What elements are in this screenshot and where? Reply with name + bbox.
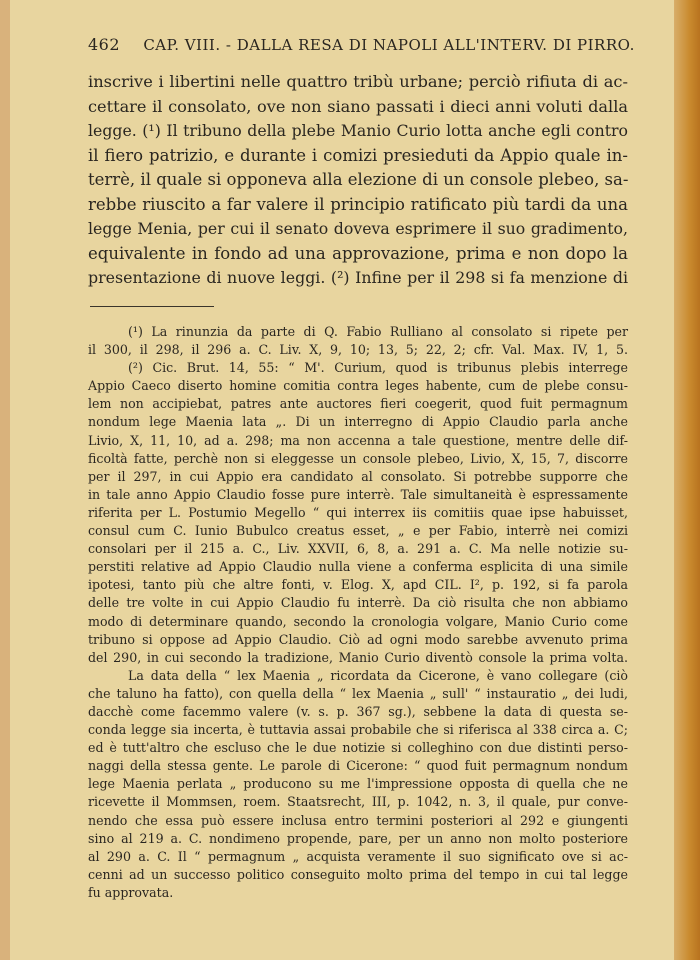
main-text-line: terrè, il quale si opponeva alla elezione di un console plebeo, sa-	[88, 170, 629, 189]
footnote-line: che taluno ha fatto), con quella della “ lex Maenia „ sull' “ instauratio „ dei ludi,	[88, 685, 628, 701]
main-text-line: equivalente in fondo ad una approvazione, prima e non dopo la	[88, 243, 628, 263]
main-text-line: cettare il consolato, ove non siano passati i dieci anni voluti dalla	[88, 96, 628, 116]
footnote-line: perstiti relative ad Appio Claudio nulla viene a conferma esplicita di una simile	[88, 559, 628, 575]
footnote-line: cenni ad un successo politico conseguito molto prima del tempo in cui tal legge	[88, 866, 628, 882]
footnote-line: ipotesi, tanto più che altre fonti, v. Elog. X, apd CIL. I², p. 192, si fa parola	[88, 577, 628, 593]
footnote-line: al 290 a. C. Il “ permagnum „ acquista veramente il suo significato ove si ac-	[88, 848, 628, 864]
footnote-line: (²) Cic. Brut. 14, 55: “ M'. Curium, quod is tribunus plebis interrege	[128, 360, 628, 376]
footnote-line: dacchè come facemmo valere (v. s. p. 367 sg.), sebbene la data di questa se-	[88, 703, 628, 719]
footnote-line: ficoltà fatte, perchè non si eleggesse un console plebeo, Livio, X, 15, 7, discorre	[88, 450, 628, 466]
footnote-line: tribuno si oppose ad Appio Claudio. Ciò ad ogni modo sarebbe avvenuto prima	[88, 631, 628, 647]
footnote-line: riferita per L. Postumio Megello “ qui interrex iis comitiis quae ipse habuisset,	[88, 504, 628, 520]
footnote-line: modo di determinare quando, secondo la cronologia volgare, Manio Curio come	[88, 613, 628, 629]
page-edge	[674, 0, 700, 960]
footnote-line: lem non accipiebat, patres ante auctores fieri coegerit, quod fuit permagnum	[88, 396, 628, 412]
footnote-line: ricevette il Mommsen, roem. Staatsrecht, III, p. 1042, n. 3, il quale, pur conve-	[88, 794, 628, 810]
footnote-line: fu approvata.	[88, 884, 174, 900]
main-text-line: presentazione di nuove leggi. (²) Infine per il 298 si fa menzione di	[88, 268, 628, 287]
footnote-line: Livio, X, 11, 10, ad a. 298; ma non accenna a tale questione, mentre delle dif-	[88, 432, 628, 448]
footnote-line: Appio Caeco diserto homine comitia contra leges habente, cum de plebe consu-	[88, 378, 628, 394]
main-text-line: rebbe riuscito a far valere il principio ratificato più tardi da una	[88, 194, 628, 214]
footnote-line: delle tre volte in cui Appio Claudio fu interrè. Da ciò risulta che non abbiamo	[88, 595, 628, 611]
footnotes	[88, 323, 628, 902]
footnote-line: per il 297, in cui Appio era candidato al consolato. Si potrebbe supporre che	[88, 468, 628, 484]
footnote-line: lege Maenia perlata „ producono su me l'impressione opposta di quella che ne	[88, 776, 628, 792]
page-number: 462	[88, 35, 121, 54]
running-title: CAP. VIII. - DALLA RESA DI NAPOLI ALL'INTERV. DI PIRRO.	[143, 36, 635, 54]
main-text-line: inscrive i libertini nelle quattro tribù urbane; perciò rifiuta di ac-	[88, 72, 628, 91]
main-text-line: il fiero patrizio, e durante i comizi presieduti da Appio quale in-	[88, 145, 628, 165]
footnote-line: nendo che essa può essere inclusa entro termini posteriori al 292 e giungenti	[88, 812, 628, 828]
main-text-line: legge. (¹) Il tribuno della plebe Manio Curio lotta anche egli contro	[88, 121, 628, 140]
footnote-line: consolari per il 215 a. C., Liv. XXVII, 6, 8, a. 291 a. C. Ma nelle notizie su-	[88, 541, 628, 557]
footnote-line: (¹) La rinunzia da parte di Q. Fabio Rulliano al consolato si ripete per	[128, 324, 628, 339]
main-text-line: legge Menia, per cui il senato doveva esprimere il suo gradimento,	[88, 219, 628, 238]
footnote-line: del 290, in cui secondo la tradizione, Manio Curio diventò console la prima volta.	[88, 649, 628, 665]
footnote-line: ed è tutt'altro che escluso che le due notizie si colleghino con due distinti perso-	[88, 740, 628, 756]
main-text	[88, 70, 628, 291]
footnote-line: La data della “ lex Maenia „ ricordata da Cicerone, è vano collegare (ciò	[128, 667, 628, 683]
footnote-line: il 300, il 298, il 296 a. C. Liv. X, 9, 10; 13, 5; 22, 2; cfr. Val. Max. IV, 1, 5.	[88, 342, 628, 358]
footnote-line: consul cum C. Iunio Bubulco creatus esset, „ e per Fabio, interrè nei comizi	[88, 523, 628, 539]
footnote-separator	[90, 306, 214, 307]
footnote-line: in tale anno Appio Claudio fosse pure interrè. Tale simultaneità è espressamente	[88, 486, 628, 502]
footnote-line: nondum lege Maenia lata „. Di un interregno di Appio Claudio parla anche	[88, 414, 628, 430]
footnote-line: naggi della stessa gente. Le parole di Cicerone: “ quod fuit permagnum nondum	[88, 758, 628, 774]
running-header	[88, 35, 635, 54]
footnote-line: sino al 219 a. C. nondimeno propende, pare, per un anno non molto posteriore	[88, 830, 628, 846]
footnote-line: conda legge sia incerta, è tuttavia assai probabile che si riferisca al 338 circa a. C;	[88, 722, 628, 738]
